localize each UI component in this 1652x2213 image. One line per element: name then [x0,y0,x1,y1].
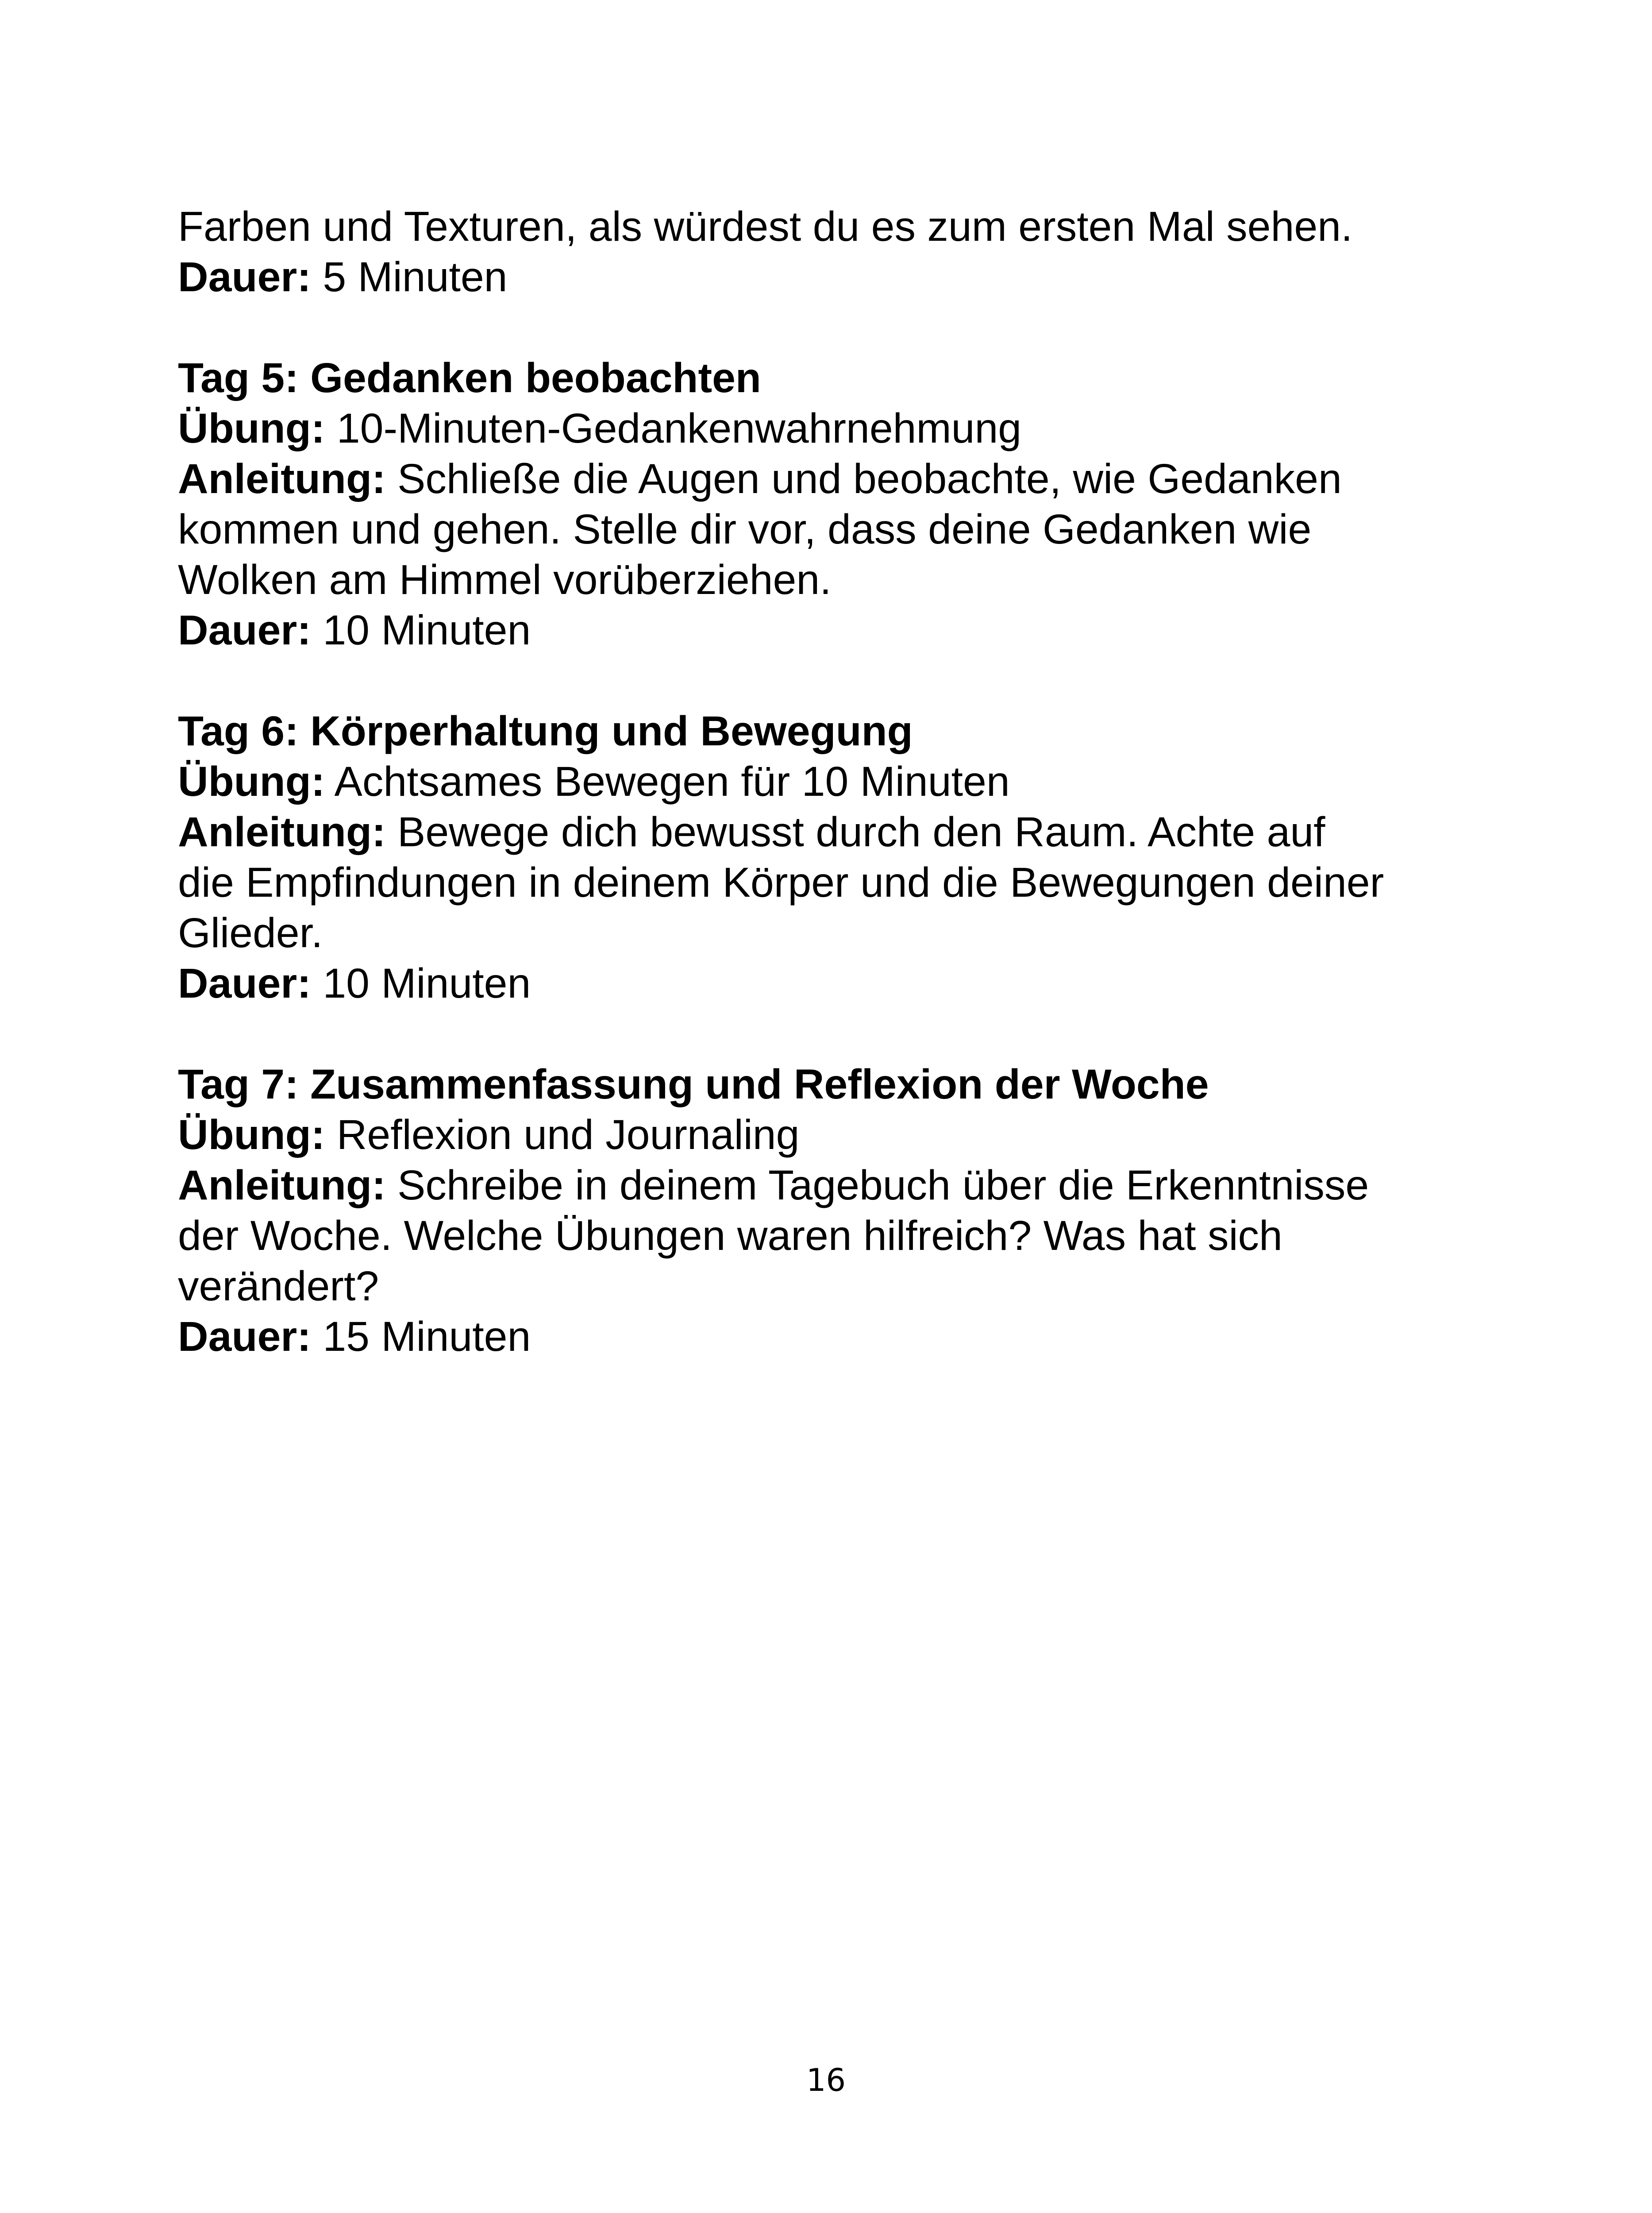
spacer [178,655,1488,706]
instruction-text: Bewege dich bewusst durch den Raum. Achte auf [385,809,1325,856]
day-6-instruction-line-1 [178,807,1488,857]
exercise-value: 10-Minuten-Gedankenwahrnehmung [325,405,1022,452]
page-content [178,201,1488,1362]
day-5-title: Tag 5: Gedanken beobachten [178,355,761,401]
day-6-title: Tag 6: Körperhaltung und Bewegung [178,708,913,755]
day-7-instruction-line-2: der Woche. Welche Übungen waren hilfreich? Was hat sich [178,1212,1282,1259]
page-number: 16 [806,2062,846,2098]
duration-value: 15 Minuten [311,1313,531,1360]
day-7-title: Tag 7: Zusammenfassung und Reflexion der Woche [178,1061,1209,1108]
intro-duration [178,252,1488,302]
exercise-label: Übung: [178,1111,325,1158]
exercise-label: Übung: [178,758,325,805]
spacer [178,302,1488,353]
exercise-label: Übung: [178,405,325,452]
day-7-duration [178,1311,1488,1362]
exercise-value: Achtsames Bewegen für 10 Minuten [325,758,1010,805]
spacer [178,1009,1488,1059]
day-5-duration [178,605,1488,655]
duration-label: Dauer: [178,607,311,654]
duration-value: 10 Minuten [311,607,531,654]
instruction-label: Anleitung: [178,809,386,856]
day-5-instruction-line-3: Wolken am Himmel vorüberziehen. [178,556,832,603]
duration-label: Dauer: [178,960,311,1007]
instruction-text: Schließe die Augen und beobachte, wie Gedanken [385,455,1342,502]
duration-label: Dauer: [178,254,311,301]
day-6-instruction-line-2: die Empfindungen in deinem Körper und die Bewegungen deiner [178,859,1384,906]
intro-continuation: Farben und Texturen, als würdest du es zum ersten Mal sehen. [178,203,1353,250]
day-6-exercise [178,756,1488,807]
day-7-instruction-line-1 [178,1160,1488,1211]
instruction-label: Anleitung: [178,1162,386,1209]
duration-label: Dauer: [178,1313,311,1360]
exercise-value: Reflexion und Journaling [325,1111,800,1158]
day-7-exercise [178,1110,1488,1160]
instruction-text: Schreibe in deinem Tagebuch über die Erkenntnisse [385,1162,1369,1209]
instruction-label: Anleitung: [178,455,386,502]
day-6-duration [178,958,1488,1009]
day-5-instruction-line-1 [178,454,1488,504]
day-7-instruction-line-3: verändert? [178,1263,379,1310]
day-6-instruction-line-3: Glieder. [178,910,323,956]
duration-value: 5 Minuten [311,254,508,301]
day-5-exercise [178,403,1488,454]
duration-value: 10 Minuten [311,960,531,1007]
day-5-instruction-line-2: kommen und gehen. Stelle dir vor, dass deine Gedanken wie [178,506,1312,553]
